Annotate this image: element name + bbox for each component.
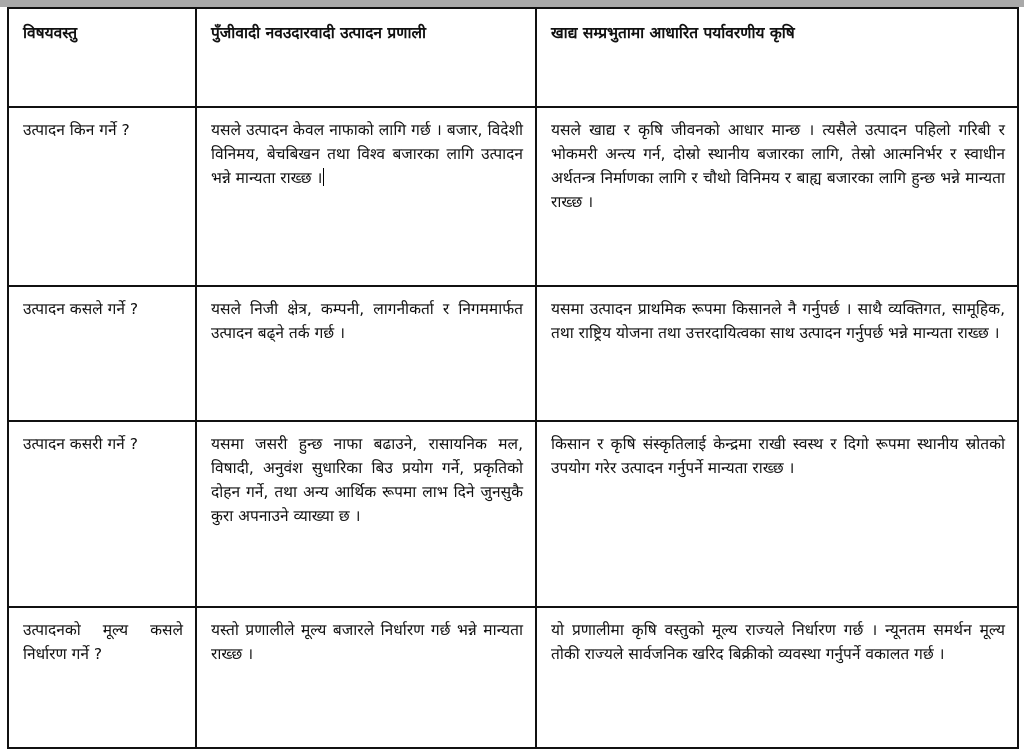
row-agroecology-cell: यसमा उत्पादन प्राथमिक रूपमा किसानले नै गर्नुपर्छ । साथै व्यक्तिगत, सामूहिक, तथा राष्ट्रिय योजना तथा उत्तरदायित्वका साथ उत्पादन गर्नुपर्छ भन्ने मान्यता राख्छ । (536, 286, 1018, 421)
header-capitalist-system: पुँजीवादी नवउदारवादी उत्पादन प्रणाली (196, 8, 536, 107)
table-row (8, 286, 1018, 421)
row-agroecology-cell: यसले खाद्य र कृषि जीवनको आधार मान्छ । त्यसैले उत्पादन पहिलो गरिबी र भोकमरी अन्त्य गर्न, दोस्रो स्थानीय बजारका लागि, तेस्रो आत्मनिर्भर र स्वाधीन अर्थतन्त्र निर्माणका लागि र चौथो विनिमय र बाह्य बजारका लागि हुन्छ भन्ने मान्यता राख्छ । (536, 107, 1018, 286)
row-capitalist-cell: यस्तो प्रणालीले मूल्य बजारले निर्धारण गर्छ भन्ने मान्यता राख्छ । (196, 607, 536, 748)
top-band (0, 0, 1024, 7)
header-agroecology: खाद्य सम्प्रभुतामा आधारित पर्यावरणीय कृषि (536, 8, 1018, 107)
row-topic: उत्पादन किन गर्ने ? (8, 107, 196, 286)
row-capitalist-cell: यसमा जसरी हुन्छ नाफा बढाउने, रासायनिक मल, विषादी, अनुवंश सुधारिका बिउ प्रयोग गर्ने, प्रकृतिको दोहन गर्ने, तथा अन्य आर्थिक रूपमा लाभ दिने जुनसुकै कुरा अपनाउने व्याख्या छ । (196, 421, 536, 607)
table-row (8, 421, 1018, 607)
table-row (8, 107, 1018, 286)
text-cursor (323, 168, 324, 186)
row-topic: उत्पादन कसले गर्ने ? (8, 286, 196, 421)
row-capitalist-cell[interactable] (196, 107, 536, 286)
row-topic: उत्पादनको मूल्य कसले निर्धारण गर्ने ? (8, 607, 196, 748)
row-agroecology-cell: किसान र कृषि संस्कृतिलाई केन्द्रमा राखी स्वस्थ र दिगो रूपमा स्थानीय स्रोतको उपयोग गरेर उत्पादन गर्नुपर्ने मान्यता राख्छ । (536, 421, 1018, 607)
comparison-table (7, 7, 1019, 749)
row-topic: उत्पादन कसरी गर्ने ? (8, 421, 196, 607)
row-agroecology-cell: यो प्रणालीमा कृषि वस्तुको मूल्य राज्यले निर्धारण गर्छ । न्यूनतम समर्थन मूल्य तोकी राज्यले सार्वजनिक खरिद बिक्रीको व्यवस्था गर्नुपर्ने वकालत गर्छ । (536, 607, 1018, 748)
row-capitalist-text: यसले उत्पादन केवल नाफाको लागि गर्छ । बजार, विदेशी विनिमय, बेचबिखन तथा विश्व बजारका लागि उत्पादन भन्ने मान्यता राख्छ । (211, 121, 523, 187)
header-topic: विषयवस्तु (8, 8, 196, 107)
table-row (8, 607, 1018, 748)
table-header-row (8, 8, 1018, 107)
row-capitalist-cell: यसले निजी क्षेत्र, कम्पनी, लागनीकर्ता र निगममार्फत उत्पादन बढ्ने तर्क गर्छ । (196, 286, 536, 421)
